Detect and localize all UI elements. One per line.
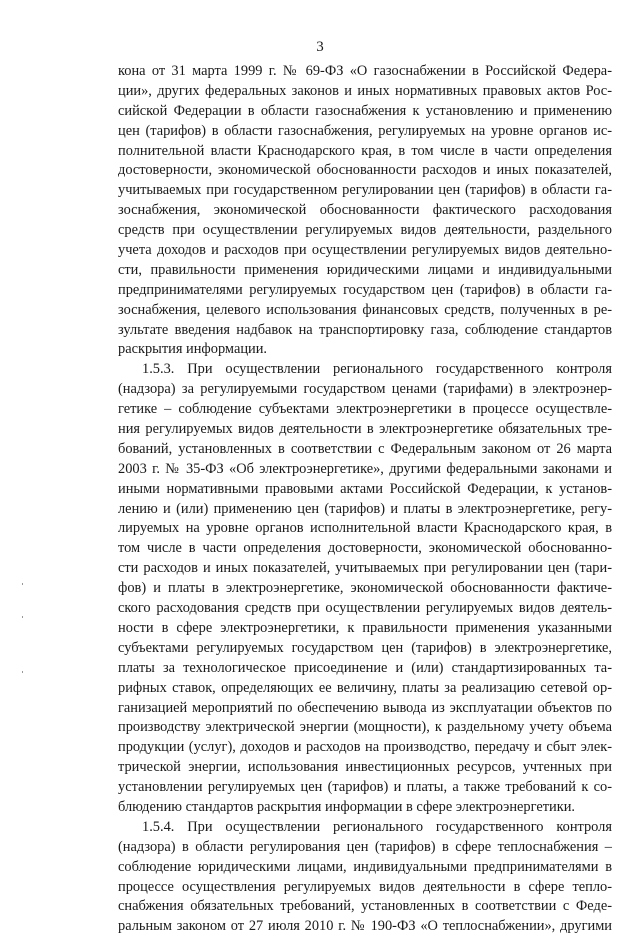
text-line: гетике – соблюдение субъектами электроэнергетики в процессе осуществле- xyxy=(118,401,612,418)
text-line: полнительной власти Краснодарского края, в том числе в части определения xyxy=(118,142,612,159)
text-line: (надзора) в области регулирования цен (тарифов) в сфере теплоснабжения – xyxy=(118,838,612,855)
text-line: субъектами регулируемых государством цен (тарифов) в электроэнергетике, xyxy=(118,639,612,656)
text-line: цен (тарифов) в области газоснабжения, регулируемых на уровне органов ис- xyxy=(118,122,612,139)
text-line: раскрытия информации. xyxy=(118,341,268,358)
text-line: достоверности, экономической обоснованности расходов и иных показателей, xyxy=(118,162,612,179)
text-line: ния регулируемых видов деятельности в электроэнергетике обязательных тре- xyxy=(118,421,612,438)
section-heading-line: 1.5.3. При осуществлении регионального государственного контроля xyxy=(142,361,612,378)
text-line: предпринимателями регулируемых государством цен (тарифов) в области га- xyxy=(118,281,612,298)
text-line: зультате введения надбавок на транспортировку газа, соблюдение стандартов xyxy=(118,321,612,338)
text-line: сийской Федерации в области газоснабжения к установлению и применению xyxy=(118,102,612,119)
text-line: лируемых на уровне органов исполнительной власти Краснодарского края, в xyxy=(118,520,612,537)
document-body xyxy=(118,62,612,937)
text-line: зоснабжения, экономической обоснованности фактического расходования xyxy=(118,202,612,219)
text-line: трической энергии, использования инвестиционных ресурсов, учтенных при xyxy=(118,759,612,776)
scan-speck xyxy=(22,671,23,673)
text-line: зоснабжения, целевого использования финансовых средств, полученных в ре- xyxy=(118,301,612,318)
text-line: блюдению стандартов раскрытия информации в сфере электроэнергетики. xyxy=(118,798,575,815)
text-line: ральным законом от 27 июля 2010 г. № 190-ФЗ «О теплоснабжении», другими xyxy=(118,918,612,935)
text-line: том числе в части определения достоверности, экономической обоснованно- xyxy=(118,540,612,557)
text-line: снабжения обязательных требований, установленных в соответствии с Феде- xyxy=(118,898,612,915)
text-line: учитываемых при государственном регулировании цен (тарифов) в области га- xyxy=(118,182,612,199)
page-number: 3 xyxy=(316,39,324,55)
text-line: процессе осуществления регулируемых видов деятельности в сфере тепло- xyxy=(118,878,612,895)
text-line: кона от 31 марта 1999 г. № 69-ФЗ «О газоснабжении в Российской Федера- xyxy=(118,63,612,79)
text-line: ции», других федеральных законов и иных нормативных правовых актов Рос- xyxy=(118,82,612,99)
text-line: продукции (услуг), доходов и расходов на производство, передачу и сбыт элек- xyxy=(118,739,612,756)
text-line: учета доходов и расходов при осуществлении регулируемых видов деятельно- xyxy=(118,242,612,259)
scan-speck xyxy=(22,583,23,585)
text-line: лению и (или) применению цен (тарифов) и платы в электроэнергетике, регу- xyxy=(118,500,612,517)
text-line: сти, правильности применения юридическими лицами и индивидуальными xyxy=(118,261,612,278)
text-line: производству электрической энергии (мощности), к раздельному учету объема xyxy=(118,719,612,736)
scan-speck xyxy=(22,616,23,618)
text-line: ского расходования средств при осуществлении регулируемых видов деятель- xyxy=(118,600,612,617)
text-line: средств при осуществлении регулируемых видов деятельности, раздельного xyxy=(118,222,612,239)
text-line: ганизацией мероприятий по обеспечению вывода из эксплуатации объектов по xyxy=(118,699,612,716)
text-line: платы за технологическое присоединение и (или) стандартизированных та- xyxy=(118,659,612,676)
section-heading-line: 1.5.4. При осуществлении регионального государственного контроля xyxy=(142,818,612,835)
text-line: ности в сфере электроэнергетики, к правильности применения указанными xyxy=(118,619,612,636)
text-line: сти расходов и иных показателей, учитываемых при регулировании цен (тари- xyxy=(118,560,612,577)
text-line: рифных ставок, определяющих ее величину, платы за реализацию сетевой ор- xyxy=(118,679,612,696)
text-line: иными нормативными правовыми актами Российской Федерации, к установ- xyxy=(118,480,612,497)
text-line: установлении регулируемых цен (тарифов) и платы, а также требований к со- xyxy=(118,779,612,796)
text-line: соблюдение юридическими лицами, индивидуальными предпринимателями в xyxy=(118,858,612,875)
text-line: фов) и платы в электроэнергетике, экономической обоснованности фактиче- xyxy=(118,580,612,597)
text-line: 2003 г. № 35-ФЗ «Об электроэнергетике», другими федеральными законами и xyxy=(118,460,612,477)
text-line: (надзора) за регулируемыми государством ценами (тарифами) в электроэнер- xyxy=(118,381,612,398)
text-line: бований, установленных в соответствии с Федеральным законом от 26 марта xyxy=(118,440,612,457)
